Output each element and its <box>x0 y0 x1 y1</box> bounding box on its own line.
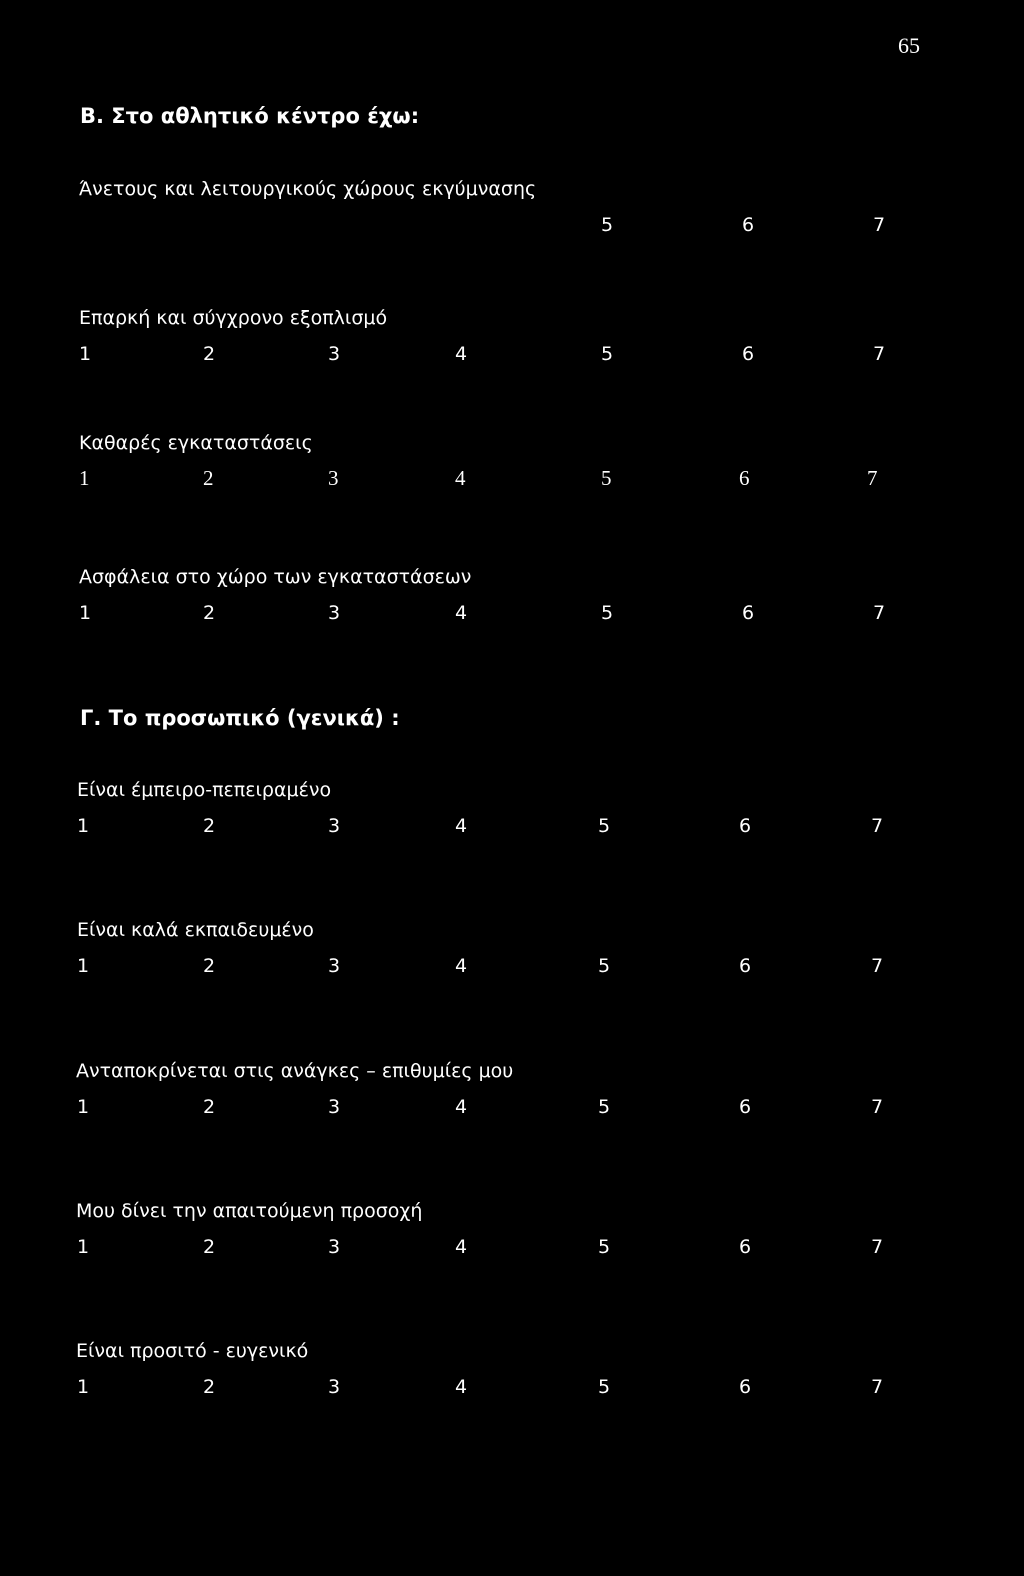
rating-option-4[interactable]: 4 <box>455 1376 468 1398</box>
rating-option-2[interactable]: 2 <box>203 1096 216 1118</box>
rating-option-1[interactable]: 1 <box>79 343 92 365</box>
rating-option-7[interactable]: 7 <box>871 955 884 977</box>
rating-option-4[interactable]: 4 <box>455 343 468 365</box>
rating-option-5[interactable]: 5 <box>598 1236 611 1258</box>
rating-option-1[interactable]: 1 <box>77 815 90 837</box>
rating-scale <box>0 466 1024 490</box>
rating-option-2[interactable]: 2 <box>203 815 216 837</box>
rating-option-7[interactable]: 7 <box>873 343 886 365</box>
rating-option-1[interactable]: 1 <box>77 1376 90 1398</box>
question-label: Μου δίνει την απαιτούμενη προσοχή <box>76 1200 423 1222</box>
question-label: Καθαρές εγκαταστάσεις <box>79 432 313 454</box>
rating-scale <box>0 1096 1024 1120</box>
rating-option-3[interactable]: 3 <box>328 1236 341 1258</box>
rating-option-3[interactable]: 3 <box>328 1096 341 1118</box>
question-label: Είναι προσιτό - ευγενικό <box>76 1340 309 1362</box>
rating-option-7[interactable]: 7 <box>871 1096 884 1118</box>
rating-option-1[interactable]: 1 <box>77 1236 90 1258</box>
rating-option-5[interactable]: 5 <box>601 602 614 624</box>
rating-option-5[interactable]: 5 <box>598 1096 611 1118</box>
rating-scale <box>0 602 1024 626</box>
rating-option-7[interactable]: 7 <box>871 1236 884 1258</box>
rating-option-5[interactable]: 5 <box>601 214 614 236</box>
rating-option-6[interactable]: 6 <box>742 602 755 624</box>
rating-scale <box>0 1236 1024 1260</box>
rating-option-3[interactable]: 3 <box>328 955 341 977</box>
rating-option-4[interactable]: 4 <box>455 466 466 490</box>
rating-option-2[interactable]: 2 <box>203 343 216 365</box>
rating-option-6[interactable]: 6 <box>739 955 752 977</box>
rating-option-1[interactable]: 1 <box>79 466 90 490</box>
rating-option-5[interactable]: 5 <box>598 955 611 977</box>
rating-option-6[interactable]: 6 <box>739 1096 752 1118</box>
rating-option-6[interactable]: 6 <box>742 214 755 236</box>
rating-option-4[interactable]: 4 <box>455 602 468 624</box>
rating-option-2[interactable]: 2 <box>203 602 216 624</box>
rating-option-6[interactable]: 6 <box>742 343 755 365</box>
rating-option-5[interactable]: 5 <box>598 1376 611 1398</box>
rating-scale <box>0 214 1024 238</box>
rating-option-7[interactable]: 7 <box>873 602 886 624</box>
rating-option-1[interactable]: 1 <box>77 955 90 977</box>
question-label: Είναι καλά εκπαιδευμένο <box>77 919 314 941</box>
section-b-heading: Β. Στο αθλητικό κέντρο έχω: <box>80 104 420 128</box>
rating-option-1[interactable]: 1 <box>79 602 92 624</box>
rating-option-6[interactable]: 6 <box>739 466 750 490</box>
rating-scale <box>0 955 1024 979</box>
question-label: Είναι έμπειρο-πεπειραμένο <box>77 779 332 801</box>
rating-option-6[interactable]: 6 <box>739 1376 752 1398</box>
question-label: Επαρκή και σύγχρονο εξοπλισμό <box>79 307 388 329</box>
rating-option-2[interactable]: 2 <box>203 1236 216 1258</box>
question-label: Ανταποκρίνεται στις ανάγκες – επιθυμίες μου <box>76 1060 514 1082</box>
rating-option-3[interactable]: 3 <box>328 343 341 365</box>
rating-option-7[interactable]: 7 <box>871 1376 884 1398</box>
rating-option-4[interactable]: 4 <box>455 955 468 977</box>
rating-option-5[interactable]: 5 <box>601 466 612 490</box>
rating-scale <box>0 815 1024 839</box>
rating-option-3[interactable]: 3 <box>328 602 341 624</box>
rating-option-2[interactable]: 2 <box>203 466 214 490</box>
rating-option-3[interactable]: 3 <box>328 1376 341 1398</box>
rating-option-4[interactable]: 4 <box>455 815 468 837</box>
section-g-heading: Γ. Το προσωπικό (γενικά) : <box>80 706 400 730</box>
page-number: 65 <box>898 33 920 58</box>
rating-option-2[interactable]: 2 <box>203 955 216 977</box>
rating-option-4[interactable]: 4 <box>455 1096 468 1118</box>
rating-option-4[interactable]: 4 <box>455 1236 468 1258</box>
rating-option-1[interactable]: 1 <box>77 1096 90 1118</box>
rating-option-7[interactable]: 7 <box>867 466 878 490</box>
rating-option-7[interactable]: 7 <box>871 815 884 837</box>
rating-option-3[interactable]: 3 <box>328 815 341 837</box>
rating-option-5[interactable]: 5 <box>598 815 611 837</box>
rating-option-6[interactable]: 6 <box>739 815 752 837</box>
rating-option-6[interactable]: 6 <box>739 1236 752 1258</box>
question-label: Άνετους και λειτουργικούς χώρους εκγύμνασης <box>79 178 537 200</box>
rating-scale <box>0 343 1024 367</box>
question-label: Ασφάλεια στο χώρο των εγκαταστάσεων <box>79 566 472 588</box>
rating-option-5[interactable]: 5 <box>601 343 614 365</box>
rating-option-7[interactable]: 7 <box>873 214 886 236</box>
rating-option-2[interactable]: 2 <box>203 1376 216 1398</box>
rating-option-3[interactable]: 3 <box>328 466 339 490</box>
rating-scale <box>0 1376 1024 1400</box>
